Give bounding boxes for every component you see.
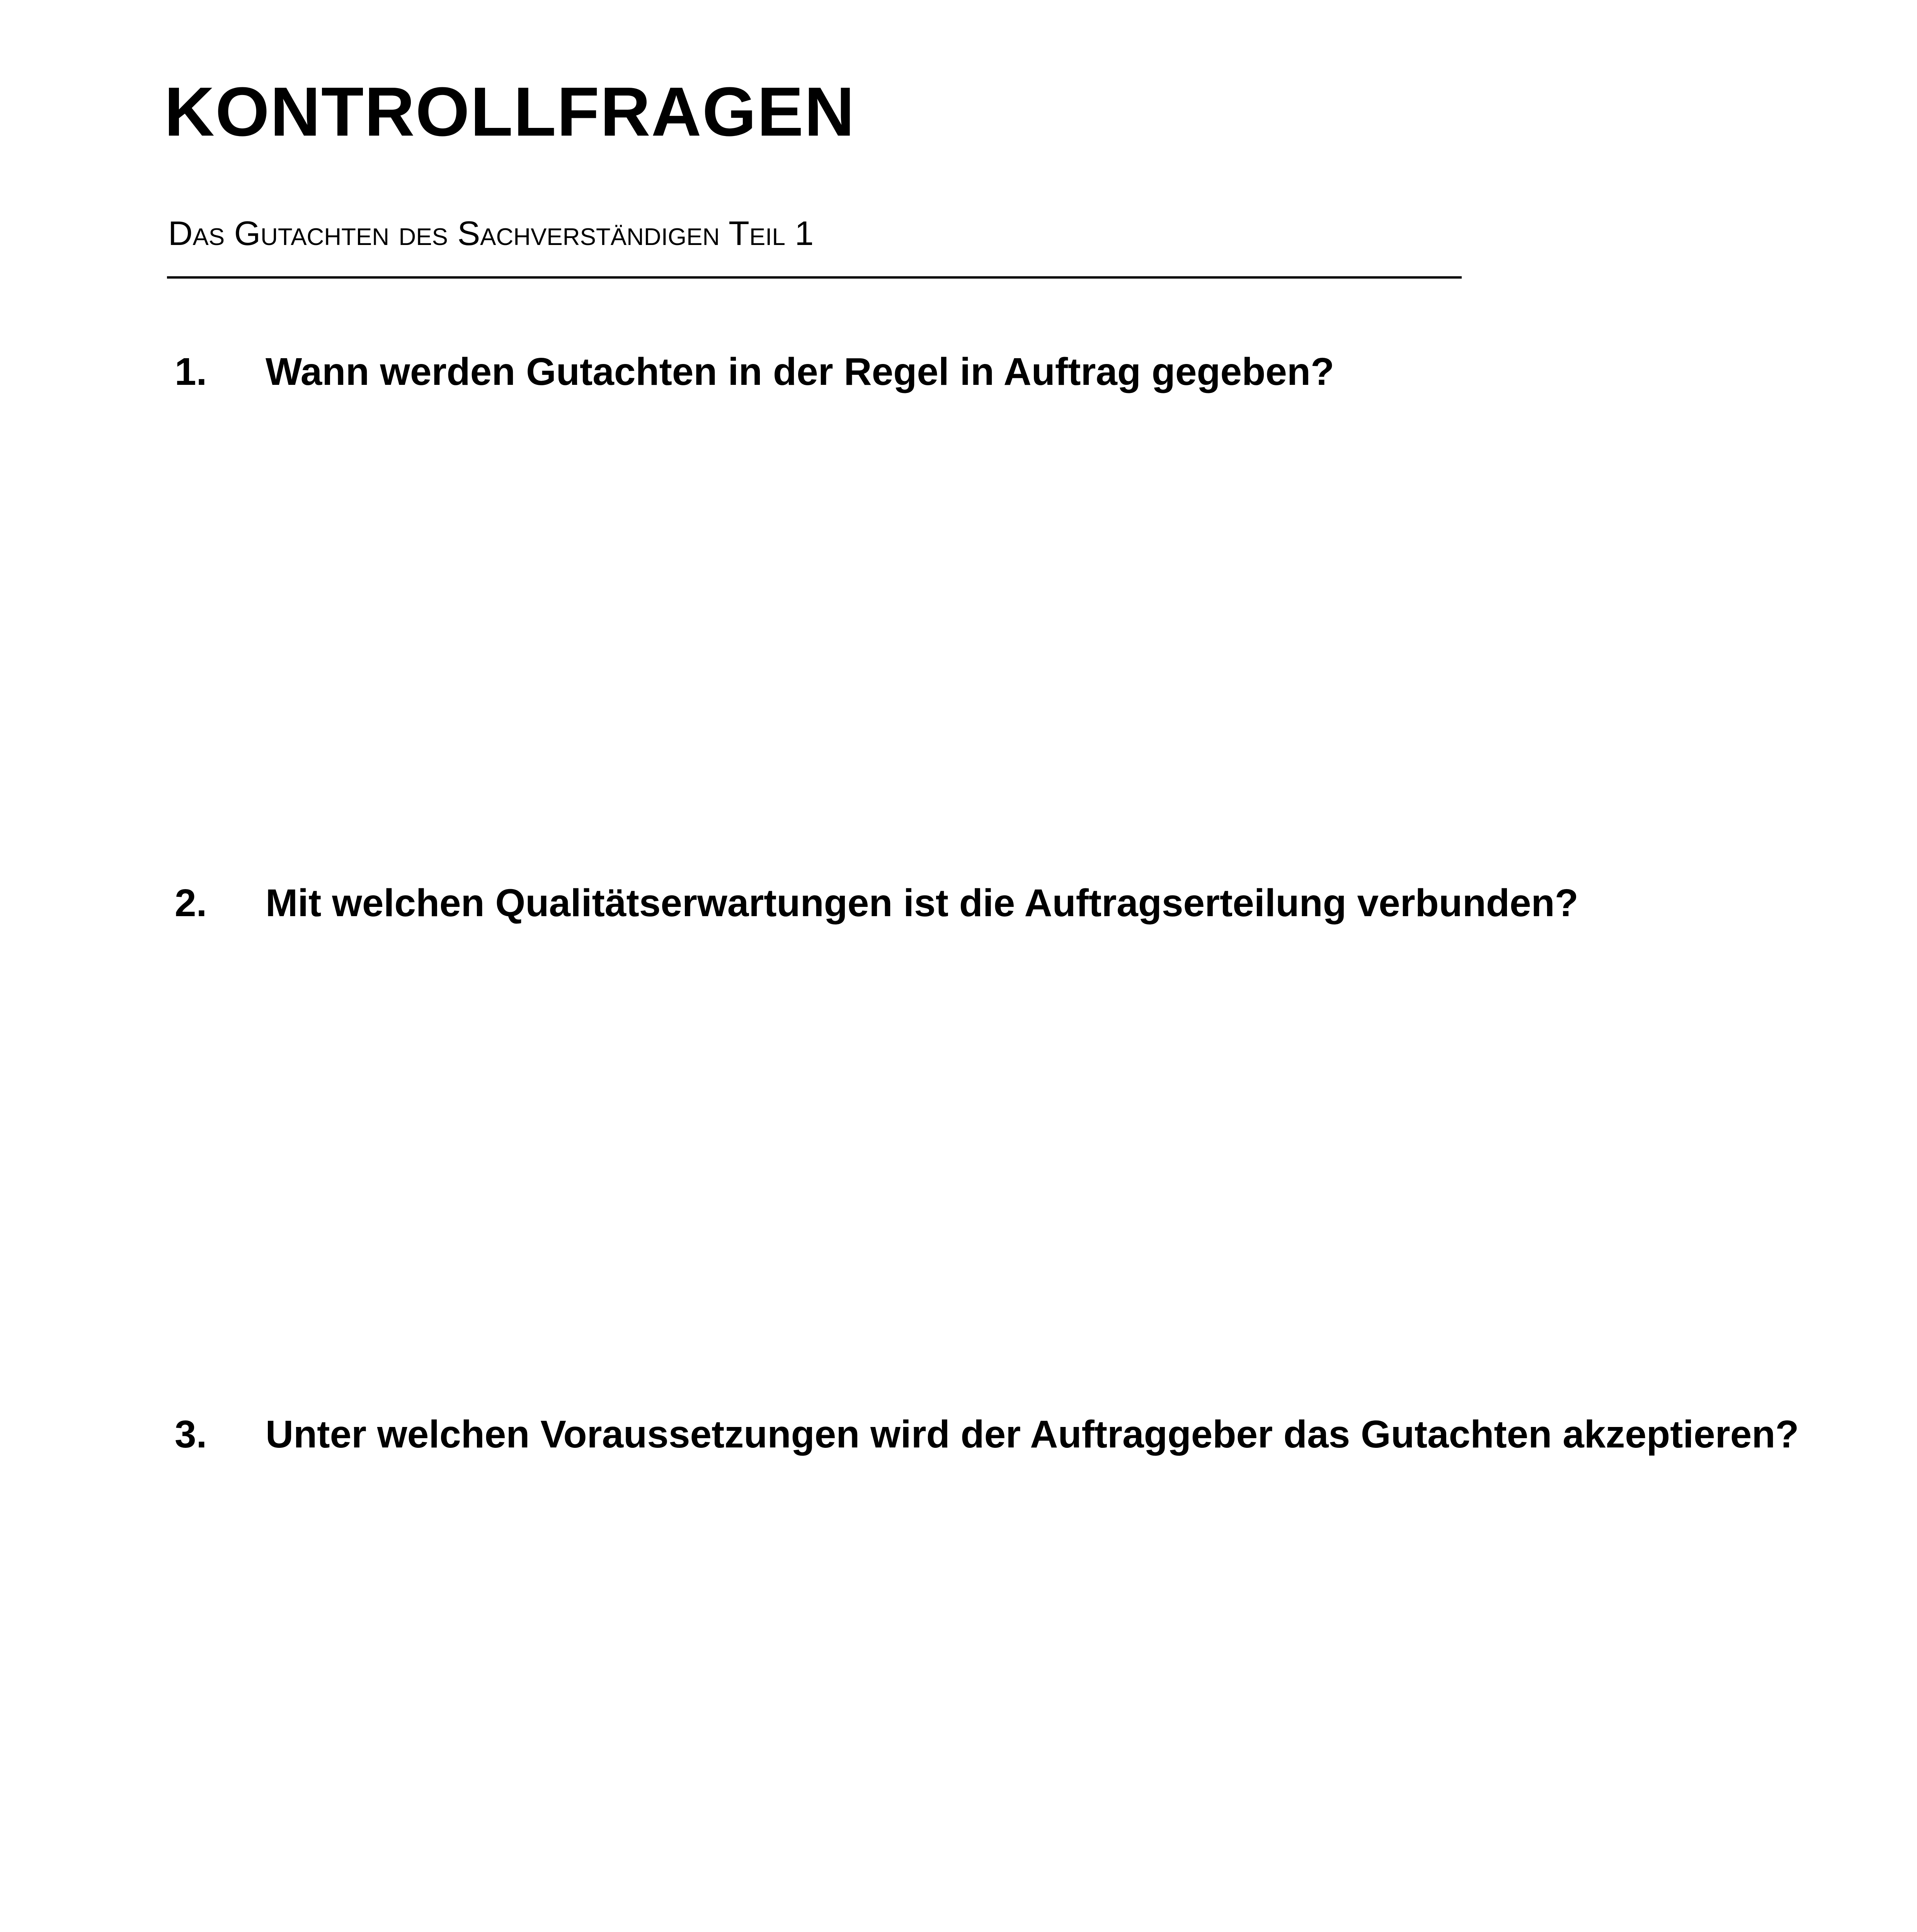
- question-text: Mit welchen Qualitätserwartungen ist die Auftragserteilung verbunden?: [266, 881, 1578, 925]
- question-number: 2.: [175, 881, 207, 925]
- question-number: 3.: [175, 1413, 207, 1456]
- question-2: [175, 881, 1578, 925]
- question-number: 1.: [175, 350, 207, 393]
- section-divider: [167, 276, 1462, 279]
- section-subtitle: Das Gutachten des Sachverständigen Teil 1: [168, 214, 814, 252]
- question-1: [175, 350, 1334, 394]
- question-text: Unter welchen Voraussetzungen wird der Auftraggeber das Gutachten akzeptieren?: [266, 1413, 1799, 1456]
- question-3: [175, 1412, 1799, 1457]
- question-text: Wann werden Gutachten in der Regel in Auftrag gegeben?: [266, 350, 1335, 393]
- page-title: KONTROLLFRAGEN: [164, 73, 855, 151]
